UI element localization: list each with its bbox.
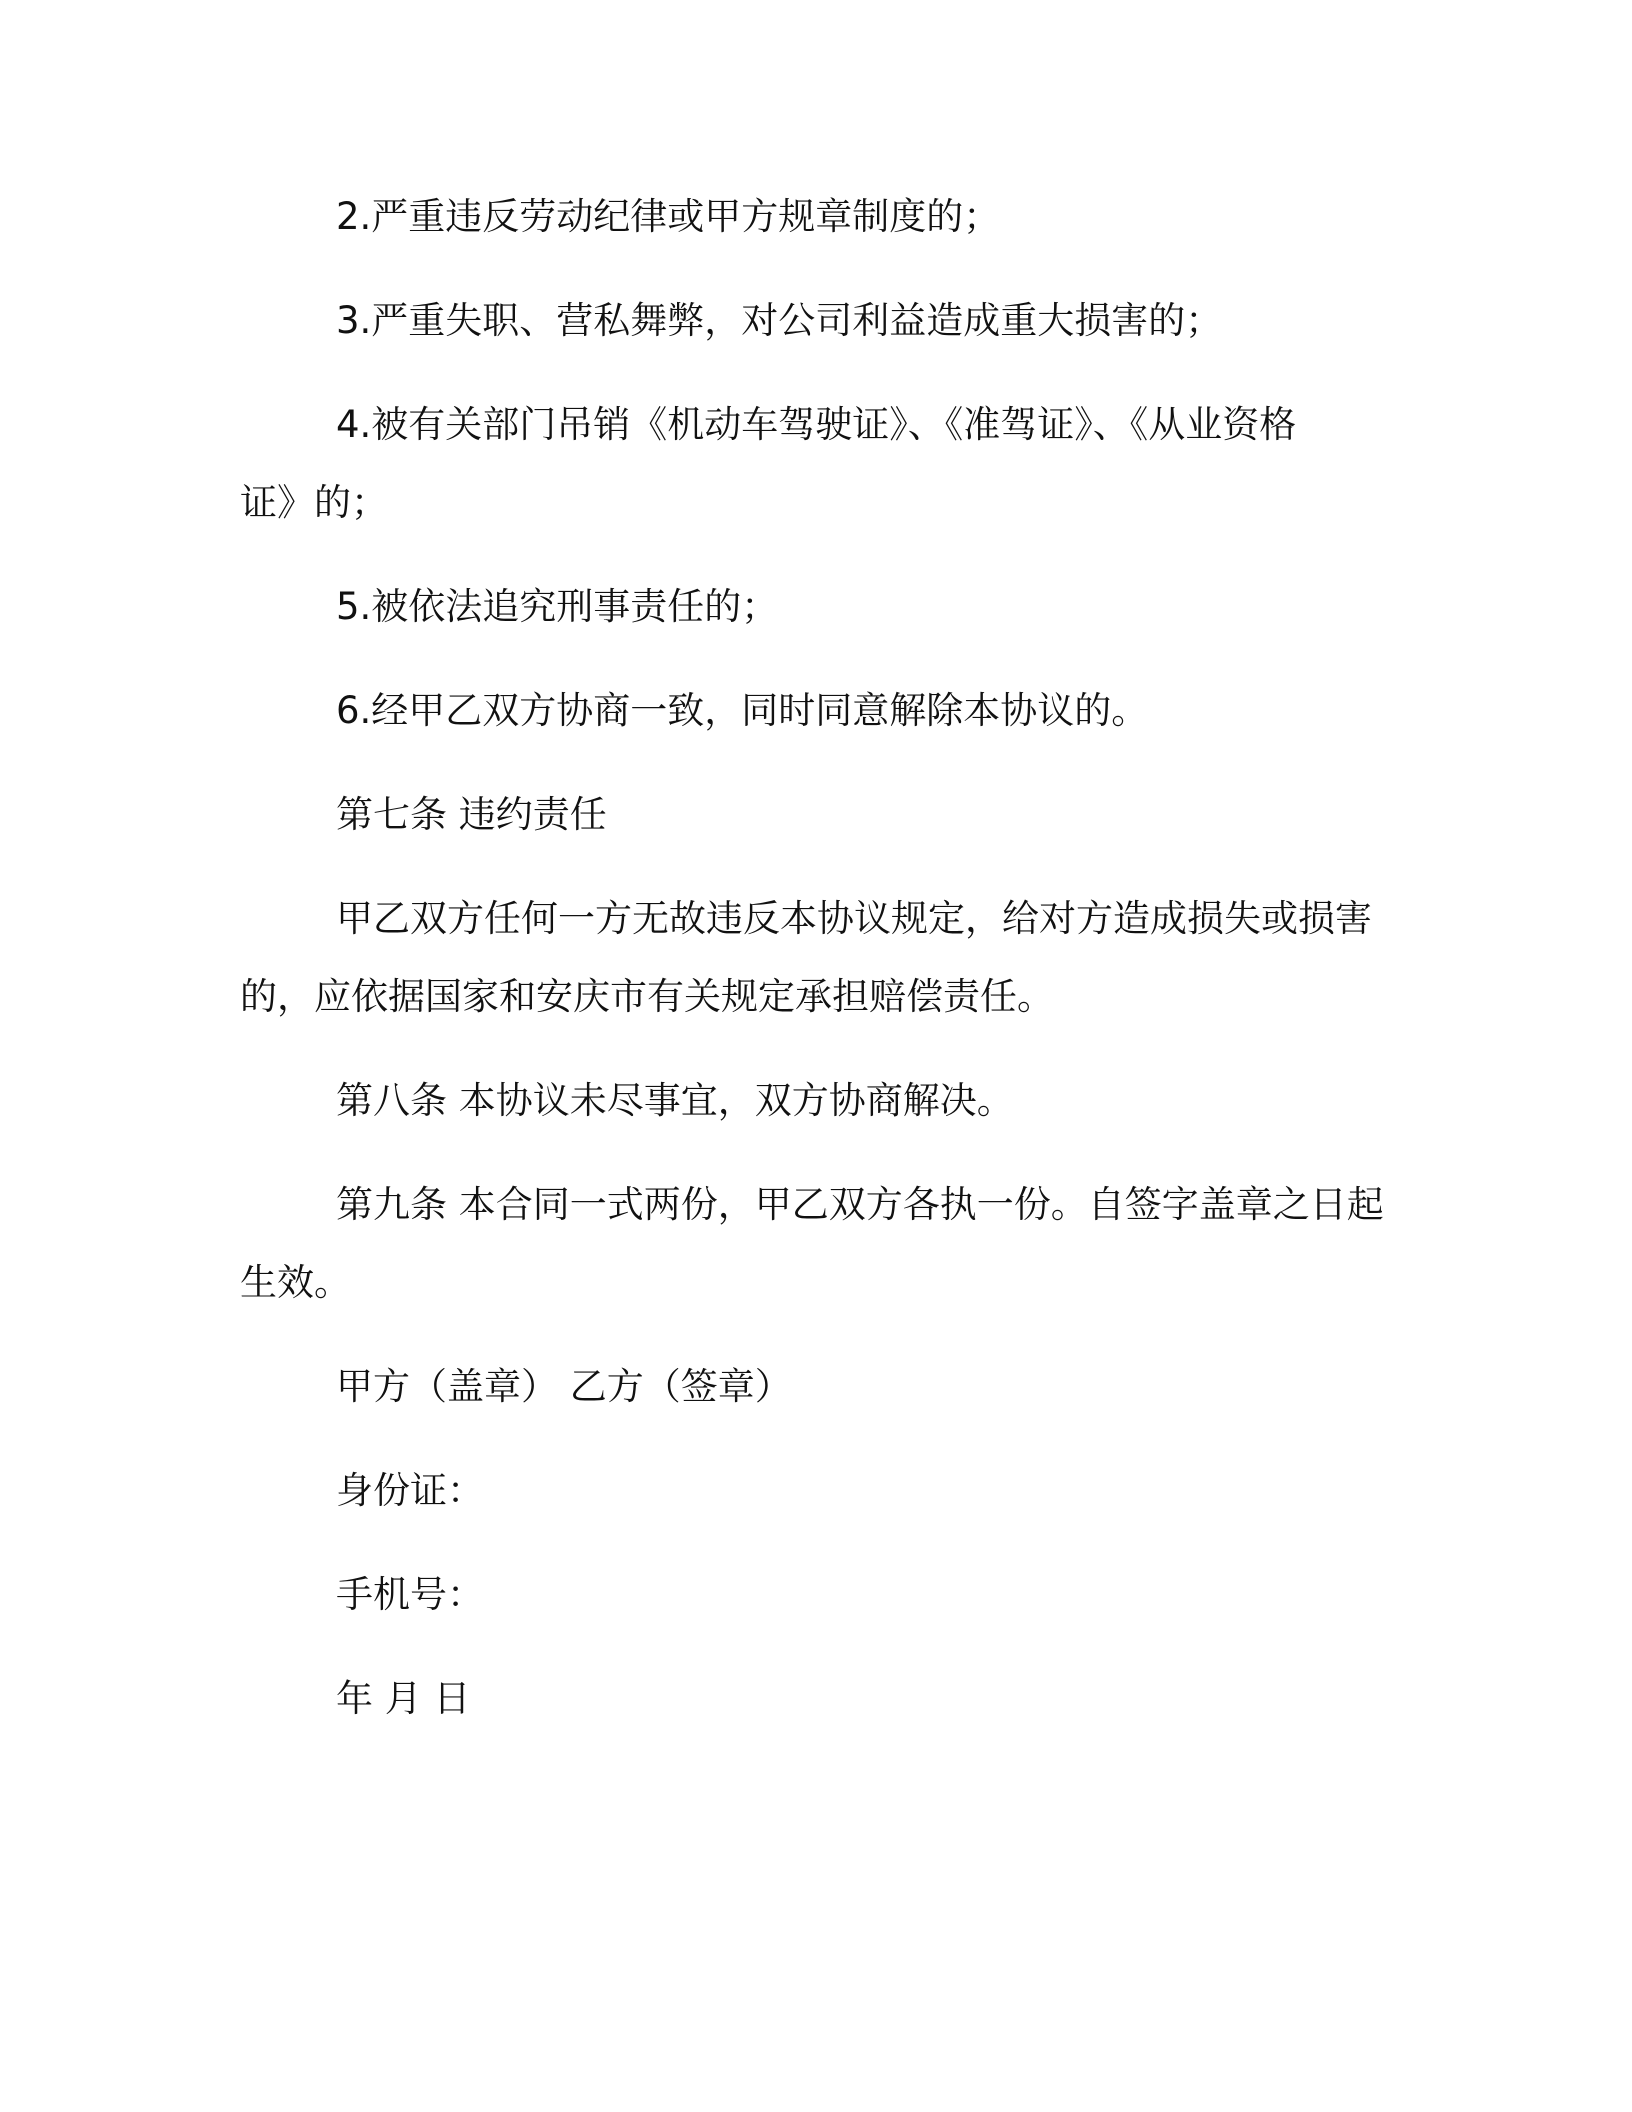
paragraph-line: 甲乙双方任何一方无故违反本协议规定，给对方造成损失或损害 — [336, 897, 1372, 940]
paragraph-line: 6.经甲乙双方协商一致，同时同意解除本协议的。 — [336, 689, 1149, 732]
paragraph-line: 3.严重失职、营私舞弊，对公司利益造成重大损害的； — [336, 299, 1223, 342]
paragraph-line: 2.严重违反劳动纪律或甲方规章制度的； — [336, 195, 1001, 238]
paragraph-item-6 — [240, 672, 1400, 750]
paragraph-line: 生效。 — [240, 1261, 351, 1304]
section-heading-article-7 — [240, 776, 1400, 854]
paragraph-line: 证》的； — [240, 481, 388, 524]
id-card-field — [240, 1452, 1400, 1530]
paragraph-item-2 — [240, 178, 1400, 256]
paragraph-breach-liability — [240, 880, 1400, 1036]
paragraph-line: 4.被有关部门吊销《机动车驾驶证》、《准驾证》、《从业资格 — [336, 403, 1297, 446]
paragraph-line: 第八条 本协议未尽事宜，双方协商解决。 — [336, 1079, 1014, 1122]
paragraph-line: 手机号： — [336, 1573, 484, 1616]
paragraph-item-4 — [240, 386, 1400, 542]
section-article-8 — [240, 1062, 1400, 1140]
paragraph-item-5 — [240, 568, 1400, 646]
section-article-9 — [240, 1166, 1400, 1322]
paragraph-line: 身份证： — [336, 1469, 484, 1512]
paragraph-line: 年 月 日 — [336, 1677, 471, 1720]
phone-field — [240, 1556, 1400, 1634]
signature-parties — [240, 1348, 1400, 1426]
paragraph-line: 甲方（盖章） 乙方（签章） — [336, 1365, 792, 1408]
paragraph-line: 5.被依法追究刑事责任的； — [336, 585, 779, 628]
paragraph-line: 第七条 违约责任 — [336, 793, 607, 836]
date-field — [240, 1660, 1400, 1738]
paragraph-line: 第九条 本合同一式两份，甲乙双方各执一份。自签字盖章之日起 — [336, 1183, 1384, 1226]
paragraph-item-3 — [240, 282, 1400, 360]
paragraph-line: 的，应依据国家和安庆市有关规定承担赔偿责任。 — [240, 975, 1054, 1018]
